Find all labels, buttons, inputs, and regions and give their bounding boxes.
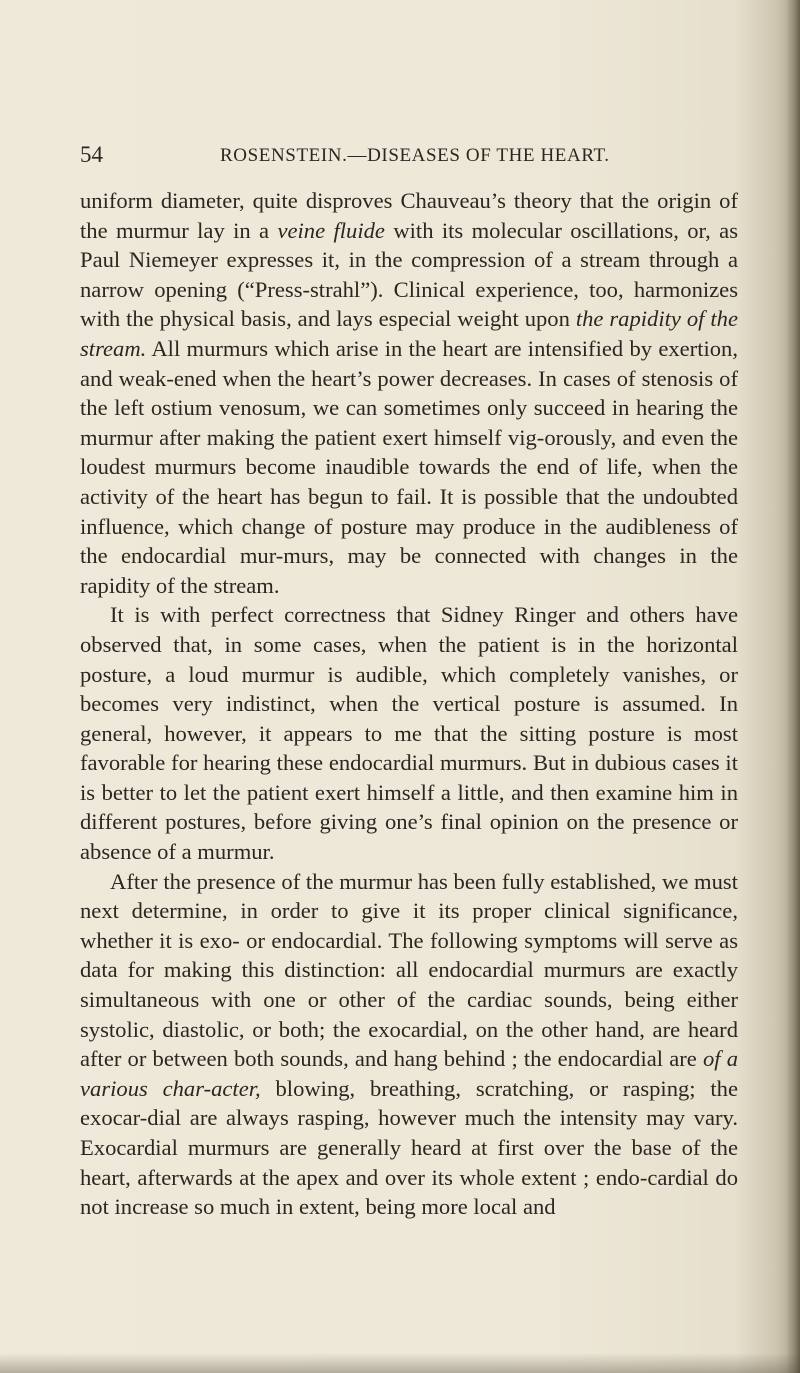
paragraph-1 [80, 186, 738, 600]
paragraph-2 [80, 600, 738, 866]
page-header [80, 142, 740, 172]
page-number: 54 [80, 142, 103, 167]
body-text [80, 186, 738, 1222]
italic-segment: the rapidity of the stream. [80, 306, 738, 361]
italic-segment: veine fluide [277, 217, 385, 243]
italic-segment: of a various char-acter, [80, 1046, 738, 1101]
page-edge-shadow [786, 0, 800, 1373]
running-head: ROSENSTEIN.—DISEASES OF THE HEART. [220, 145, 610, 166]
text-segment: uniform diameter, quite disproves Chauveau’s theory that the origin of the murmur lay in a [80, 188, 738, 243]
page-bottom-shadow [0, 1353, 800, 1373]
text-segment: All murmurs which arise in the heart are intensified by exertion, and weak-ened when the heart’s power decreases. In cases of stenosis of the left ostium venosum, we can sometimes only succeed in hearing the murmur after making the patient exert himself vig-orously, and even the loudest murmurs become inaudible towards the end of life, when the activity of the heart has begun to fail. It is possible that the undoubted influence, which change of posture may produce in the audibleness of the endocardial mur-murs, may be connected with changes in the rapidity of the stream. [80, 335, 738, 598]
text-segment: with its molecular oscillations, or, as Paul Niemeyer expresses it, in the compression of a stream through a narrow opening (“Press-strahl”). Clinical experience, too, harmonizes with the physical basis, and lays especial weight upon [80, 217, 739, 332]
text-segment: It is with perfect correctness that Sidney Ringer and others have observed that, in some cases, when the patient is in the horizontal posture, a loud murmur is audible, which completely vanishes, or becomes very indistinct, when the vertical posture is assumed. In general, however, it appears to me that the sitting posture is most favorable for hearing these endocardial murmurs. But in dubious cases it is better to let the patient exert himself a little, and then examine him in different postures, before giving one’s final opinion on the presence or absence of a murmur. [80, 602, 738, 865]
text-segment: blowing, breathing, scratching, or rasping; the exocar-dial are always rasping, however much the intensity may vary. Exocardial murmurs are generally heard at first over the base of the heart, afterwards at the apex and over its whole extent ; endo-cardial do not increase so much in extent, being more local and [80, 1075, 739, 1220]
paragraph-3 [80, 867, 738, 1222]
text-segment: After the presence of the murmur has been fully established, we must next determine, in order to give it its proper clinical significance, whether it is exo- or endocardial. The following symptoms will serve as data for making this distinction: all endocardial murmurs are exactly simultaneous with one or other of the cardiac sounds, being either systolic, diastolic, or both; the exocardial, on the other hand, are heard after or between both sounds, and hang behind ; the endocardial are [80, 868, 738, 1072]
